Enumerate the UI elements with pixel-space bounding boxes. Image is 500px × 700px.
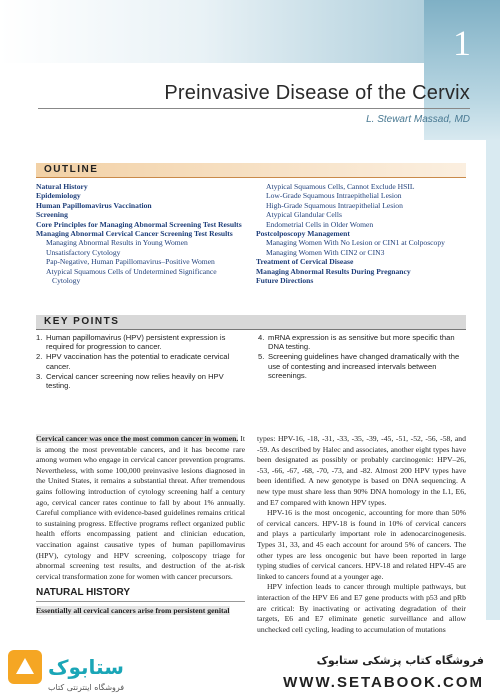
key-point <box>258 333 466 351</box>
key-points-right <box>258 333 466 391</box>
outline-item[interactable]: Core Principles for Managing Abnormal Screening Test Results <box>36 219 242 229</box>
key-points-box <box>36 315 466 391</box>
lead-sentence: Cervical cancer was once the most common cancer in women. <box>36 434 239 443</box>
setabook-logo[interactable] <box>6 644 136 696</box>
outline-item[interactable]: Natural History <box>36 182 88 191</box>
key-point-number: 2. <box>36 352 43 362</box>
outline-item[interactable]: Low-Grade Squamous Intraepithelial Lesion <box>266 191 402 201</box>
key-point-text: Screening guidelines have changed dramatically with the use of contesting and increased intervals between screenings. <box>268 352 460 380</box>
paragraph-hpv-types: types: HPV-16, -18, -31, -33, -35, -39, -45, -51, -52, -56, -58, and -59. As described by Halec and associates, another eight types have been designated as possibly or probably carcinogenic: HPV–26, -53, -66, -67, -68, -70, -73, and -82. Almost 200 HPV types have been identified. A new genotype is based on DNA sequencing. A new type must share less than 90% DNA homology in the L1, E6, and E7 compared with known HPV types. <box>257 434 466 507</box>
outline-item[interactable]: Managing Abnormal Results in Young Women <box>46 238 188 248</box>
key-point-text: HPV vaccination has the potential to eradicate cervical cancer. <box>46 352 230 371</box>
outline-item[interactable]: Postcolposcopy Management <box>256 229 350 239</box>
paragraph-hpv-pathways: HPV infection leads to cancer through multiple pathways, but interaction of the HPV E6 and E7 gene products with p53 and pRb are critical: By inactivating or activating degradation of their targets, E6 and E7 eliminate genetic surveillance and allow unchecked cell cycling, leading to accumulation of mutations <box>257 582 466 634</box>
paragraph-intro: It is among the most preventable cancers, and it has become rare among women who engage in cervical cancer prevention programs. Nevertheless, with some 100,000 preinvasive lesions diagnosed in the United States, it remains a substantial threat. After tremendous gains following introduction of cytology screening half a century ago, cervical cancer rates continue to fall by about 1% annually. Careful compliance with evidence-based guidelines remains critical to sustaining progress. Effective programs reflect organized public health efforts encompassing patient and clinician education, vaccination against causative types of human papillomavirus (HPV), cytology and HPV screening, colposcopy triage for abnormal screening test results, and destruction of the at-risk cervical transformation zone for women with cancer precursors. <box>36 434 245 581</box>
outline-box <box>36 163 466 306</box>
chapter-author: L. Stewart Massad, MD <box>366 114 470 125</box>
outline-item[interactable]: Managing Women With No Lesion or CIN1 at Colposcopy <box>266 238 445 248</box>
chapter-title: Preinvasive Disease of the Cervix <box>164 82 470 104</box>
key-points-left <box>36 333 244 391</box>
outline-item[interactable]: High-Grade Squamous Intraepithelial Lesion <box>266 200 403 210</box>
outline-item[interactable]: Treatment of Cervical Disease <box>256 257 354 267</box>
natural-history-lead: Essentially all cervical cancers arise from persistent genital <box>36 605 230 615</box>
key-point <box>36 333 244 351</box>
body-right-column <box>257 434 466 635</box>
outline-heading: OUTLINE <box>36 163 466 178</box>
key-point-number: 4. <box>258 333 265 342</box>
body-text <box>36 434 466 635</box>
key-point-text: Human papillomavirus (HPV) persistent expression is required for progression to cancer. <box>46 333 226 352</box>
key-points-heading: KEY POINTS <box>36 315 466 330</box>
logo-text: ستابوک <box>48 655 124 679</box>
outline-item[interactable]: Atypical Glandular Cells <box>266 210 342 220</box>
outline-item[interactable]: Atypical Squamous Cells of Undetermined Significance <box>46 266 217 276</box>
key-point-text: Cervical cancer screening now relies heavily on HPV testing. <box>46 371 224 391</box>
shop-url[interactable]: WWW.SETABOOK.COM <box>283 674 484 691</box>
key-point-number: 5. <box>258 352 265 362</box>
outline-item[interactable]: Unsatisfactory Cytology <box>46 247 121 257</box>
outline-item[interactable]: Pap-Negative, Human Papillomavirus–Positive Women <box>46 257 215 267</box>
title-rule <box>38 108 470 109</box>
outline-item[interactable]: Epidemiology <box>36 191 81 201</box>
chapter-number: 1 <box>453 23 471 63</box>
key-point <box>36 352 244 370</box>
outline-item[interactable]: Future Directions <box>256 276 314 286</box>
key-point-text: mRNA expression is as sensitive but more specific than DNA testing. <box>268 333 455 352</box>
shop-name: فروشگاه کتاب پزشکی ستابوک <box>316 654 484 667</box>
key-point-number: 3. <box>36 371 43 381</box>
body-left-column <box>36 434 245 635</box>
outline-item[interactable]: Human Papillomavirus Vaccination <box>36 200 152 210</box>
outline-item[interactable]: Managing Abnormal Cervical Cancer Screening Test Results <box>36 229 233 239</box>
paragraph-hpv16: HPV-16 is the most oncogenic, accounting for more than 50% of cervical cancers. HPV-18 is found in 10% of cervical cancers and plays a particularly important role in adenocarcinogenesis. Types 31, 33, and 45 each account for around 5% of cancers. The other types are less oncogenic but have been reported in large typing studies of cervical cancers. HPV-18 and related HPV-45 are linked to cancers found at a younger age. <box>257 508 466 581</box>
outline-item[interactable]: Managing Women With CIN2 or CIN3 <box>266 247 385 257</box>
outline-item[interactable]: Managing Abnormal Results During Pregnancy <box>256 266 411 276</box>
outline-item[interactable]: Endometrial Cells in Older Women <box>266 219 374 229</box>
key-point <box>258 352 466 380</box>
key-point <box>36 372 244 390</box>
key-point-number: 1. <box>36 333 43 342</box>
margin-strip <box>486 140 500 620</box>
outline-item[interactable]: Cytology <box>52 276 81 286</box>
outline-item[interactable]: Screening <box>36 210 68 220</box>
logo-subtext: فروشگاه اینترنتی کتاب <box>48 683 125 692</box>
outline-item[interactable]: Atypical Squamous Cells, Cannot Exclude HSIL <box>266 182 415 191</box>
watermark-footer <box>0 640 500 700</box>
outline-left-column <box>36 182 246 285</box>
outline-right-column <box>256 182 466 285</box>
section-heading-natural-history: NATURAL HISTORY <box>36 588 245 602</box>
